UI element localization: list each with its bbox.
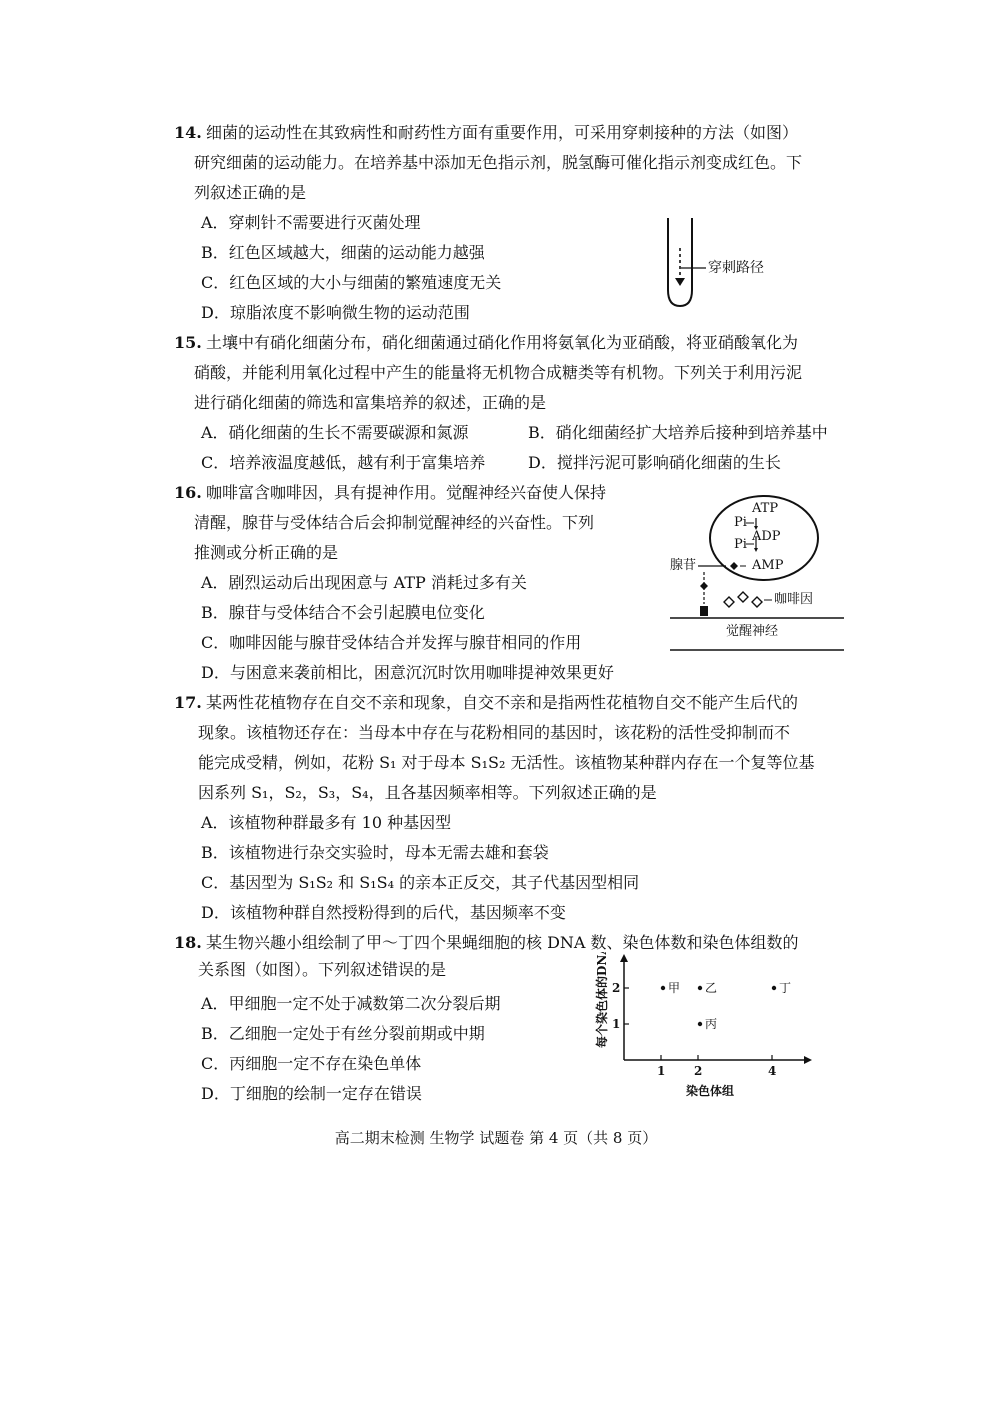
chart-point-label: 丙 xyxy=(705,1017,718,1031)
q16-stem-line-2: 清醒，腺苷与受体结合后会抑制觉醒神经的兴奋性。下列 xyxy=(194,513,595,532)
q14-test-tube-figure xyxy=(660,214,800,310)
q15-option-b[interactable]: B．硝化细菌经扩大培养后接种到培养基中 xyxy=(528,423,828,442)
chart-point xyxy=(772,986,776,990)
chart-x-tick-label: 4 xyxy=(768,1064,777,1078)
q14-stem-line-2: 研究细菌的运动能力。在培养基中添加无色指示剂，脱氢酶可催化指示剂变成红色。下 xyxy=(194,153,803,172)
q18-chart-svg xyxy=(576,952,816,1102)
adp-label: ADP xyxy=(752,529,781,544)
q16-stem-line-3: 推测或分析正确的是 xyxy=(194,543,339,562)
caffeine-label: 咖啡因 xyxy=(774,592,814,607)
chart-point xyxy=(661,986,665,990)
q17-stem-line-1: 某两性花植物存在自交不亲和现象，自交不亲和是指两性花植物自交不能产生后代的 xyxy=(206,693,799,712)
q16-option-d[interactable]: D．与困意来袭前相比，困意沉沉时饮用咖啡提神效果更好 xyxy=(201,663,614,682)
q16-stem-line-1: 咖啡富含咖啡因，具有提神作用。觉醒神经兴奋使人保持 xyxy=(206,483,607,502)
q16-adenosine-figure xyxy=(668,494,848,654)
q16-option-b[interactable]: B．腺苷与受体结合不会引起膜电位变化 xyxy=(201,603,485,622)
atp-label: ATP xyxy=(752,501,779,516)
chart-x-axis-label: 染色体组 xyxy=(686,1084,735,1098)
chart-point-label: 乙 xyxy=(705,981,718,995)
q15-stem-line-2: 硝酸，并能利用氧化过程中产生的能量将无机物合成糖类等有机物。下列关于利用污泥 xyxy=(194,363,803,382)
q16-option-a[interactable]: A．剧烈运动后出现困意与 ATP 消耗过多有关 xyxy=(201,573,527,592)
q17-stem-line-2: 现象。该植物还存在：当母本中存在与花粉相同的基因时，该花粉的活性受抑制而不 xyxy=(198,723,791,742)
chart-point xyxy=(698,1022,702,1026)
q16-number: 16. xyxy=(174,483,202,502)
q17-option-d[interactable]: D．该植物种群自然授粉得到的后代，基因频率不变 xyxy=(201,903,566,922)
page-footer: 高二期末检测 生物学 试题卷 第 4 页（共 8 页） xyxy=(334,1129,658,1147)
puncture-path-label: 穿刺路径 xyxy=(708,260,764,276)
q15-number: 15. xyxy=(174,333,202,352)
chart-point-label: 丁 xyxy=(779,981,792,995)
q14-option-c[interactable]: C．红色区域的大小与细菌的繁殖速度无关 xyxy=(201,273,502,292)
q17-option-a[interactable]: A．该植物种群最多有 10 种基因型 xyxy=(201,813,452,832)
chart-y-tick-label: 2 xyxy=(612,981,621,995)
q15-option-c[interactable]: C．培养液温度越低，越有利于富集培养 xyxy=(201,453,486,472)
pi-label-2: Pi xyxy=(734,537,747,552)
q17-option-b[interactable]: B．该植物进行杂交实验时，母本无需去雄和套袋 xyxy=(201,843,549,862)
q18-option-b[interactable]: B．乙细胞一定处于有丝分裂前期或中期 xyxy=(201,1024,485,1043)
awake-nerve-label: 觉醒神经 xyxy=(726,624,779,639)
q17-stem-line-3: 能完成受精，例如，花粉 S₁ 对于母本 S₁S₂ 无活性。该植物某种群内存在一个复等位基 xyxy=(198,753,815,772)
q16-option-c[interactable]: C．咖啡因能与腺苷受体结合并发挥与腺苷相同的作用 xyxy=(201,633,582,652)
adenosine-label: 腺苷 xyxy=(670,558,697,573)
chart-y-tick-label: 1 xyxy=(612,1017,621,1031)
chart-y-axis-label: 每个染色体的DNA分子数 xyxy=(595,952,609,1048)
q18-option-a[interactable]: A．甲细胞一定不处于减数第二次分裂后期 xyxy=(201,994,501,1013)
q15-option-d[interactable]: D．搅拌污泥可影响硝化细菌的生长 xyxy=(528,453,781,472)
q15-option-a[interactable]: A．硝化细菌的生长不需要碳源和氮源 xyxy=(201,423,469,442)
q14-stem-line-3: 列叙述正确的是 xyxy=(194,183,307,202)
q18-option-d[interactable]: D．丁细胞的绘制一定存在错误 xyxy=(201,1084,422,1103)
chart-x-tick-label: 1 xyxy=(657,1064,666,1078)
chart-point-label: 甲 xyxy=(668,981,681,995)
q14-stem-line-1: 细菌的运动性在其致病性和耐药性方面有重要作用，可采用穿刺接种的方法（如图） xyxy=(206,123,799,142)
chart-point xyxy=(698,986,702,990)
q15-stem-line-3: 进行硝化细菌的筛选和富集培养的叙述，正确的是 xyxy=(194,393,547,412)
q18-option-c[interactable]: C．丙细胞一定不存在染色单体 xyxy=(201,1054,422,1073)
amp-label: AMP xyxy=(752,558,784,573)
q14-number: 14. xyxy=(174,123,202,142)
chart-x-axis-arrow xyxy=(804,1056,812,1064)
q18-stem-line-1: 某生物兴趣小组绘制了甲～丁四个果蝇细胞的核 DNA 数、染色体数和染色体组数的 xyxy=(206,933,799,952)
q14-option-b[interactable]: B．红色区域越大，细菌的运动能力越强 xyxy=(201,243,485,262)
chart-x-tick-label: 2 xyxy=(694,1064,703,1078)
q17-number: 17. xyxy=(174,693,202,712)
q17-option-c[interactable]: C．基因型为 S₁S₂ 和 S₁S₄ 的亲本正反交，其子代基因型相同 xyxy=(201,873,640,892)
q14-option-a[interactable]: A．穿刺针不需要进行灭菌处理 xyxy=(201,213,421,232)
pi-label-1: Pi xyxy=(734,515,747,530)
q18-stem-line-2: 关系图（如图）。下列叙述错误的是 xyxy=(198,960,447,979)
q18-number: 18. xyxy=(174,933,202,952)
q15-stem-line-1: 土壤中有硝化细菌分布，硝化细菌通过硝化作用将氨氧化为亚硝酸，将亚硝酸氧化为 xyxy=(206,333,799,352)
q17-stem-line-4: 因系列 S₁，S₂，S₃，S₄，且各基因频率相等。下列叙述正确的是 xyxy=(198,783,657,802)
q14-option-d[interactable]: D．琼脂浓度不影响微生物的运动范围 xyxy=(201,303,470,322)
chart-y-axis-arrow xyxy=(620,954,628,962)
q18-chart xyxy=(576,952,816,1102)
